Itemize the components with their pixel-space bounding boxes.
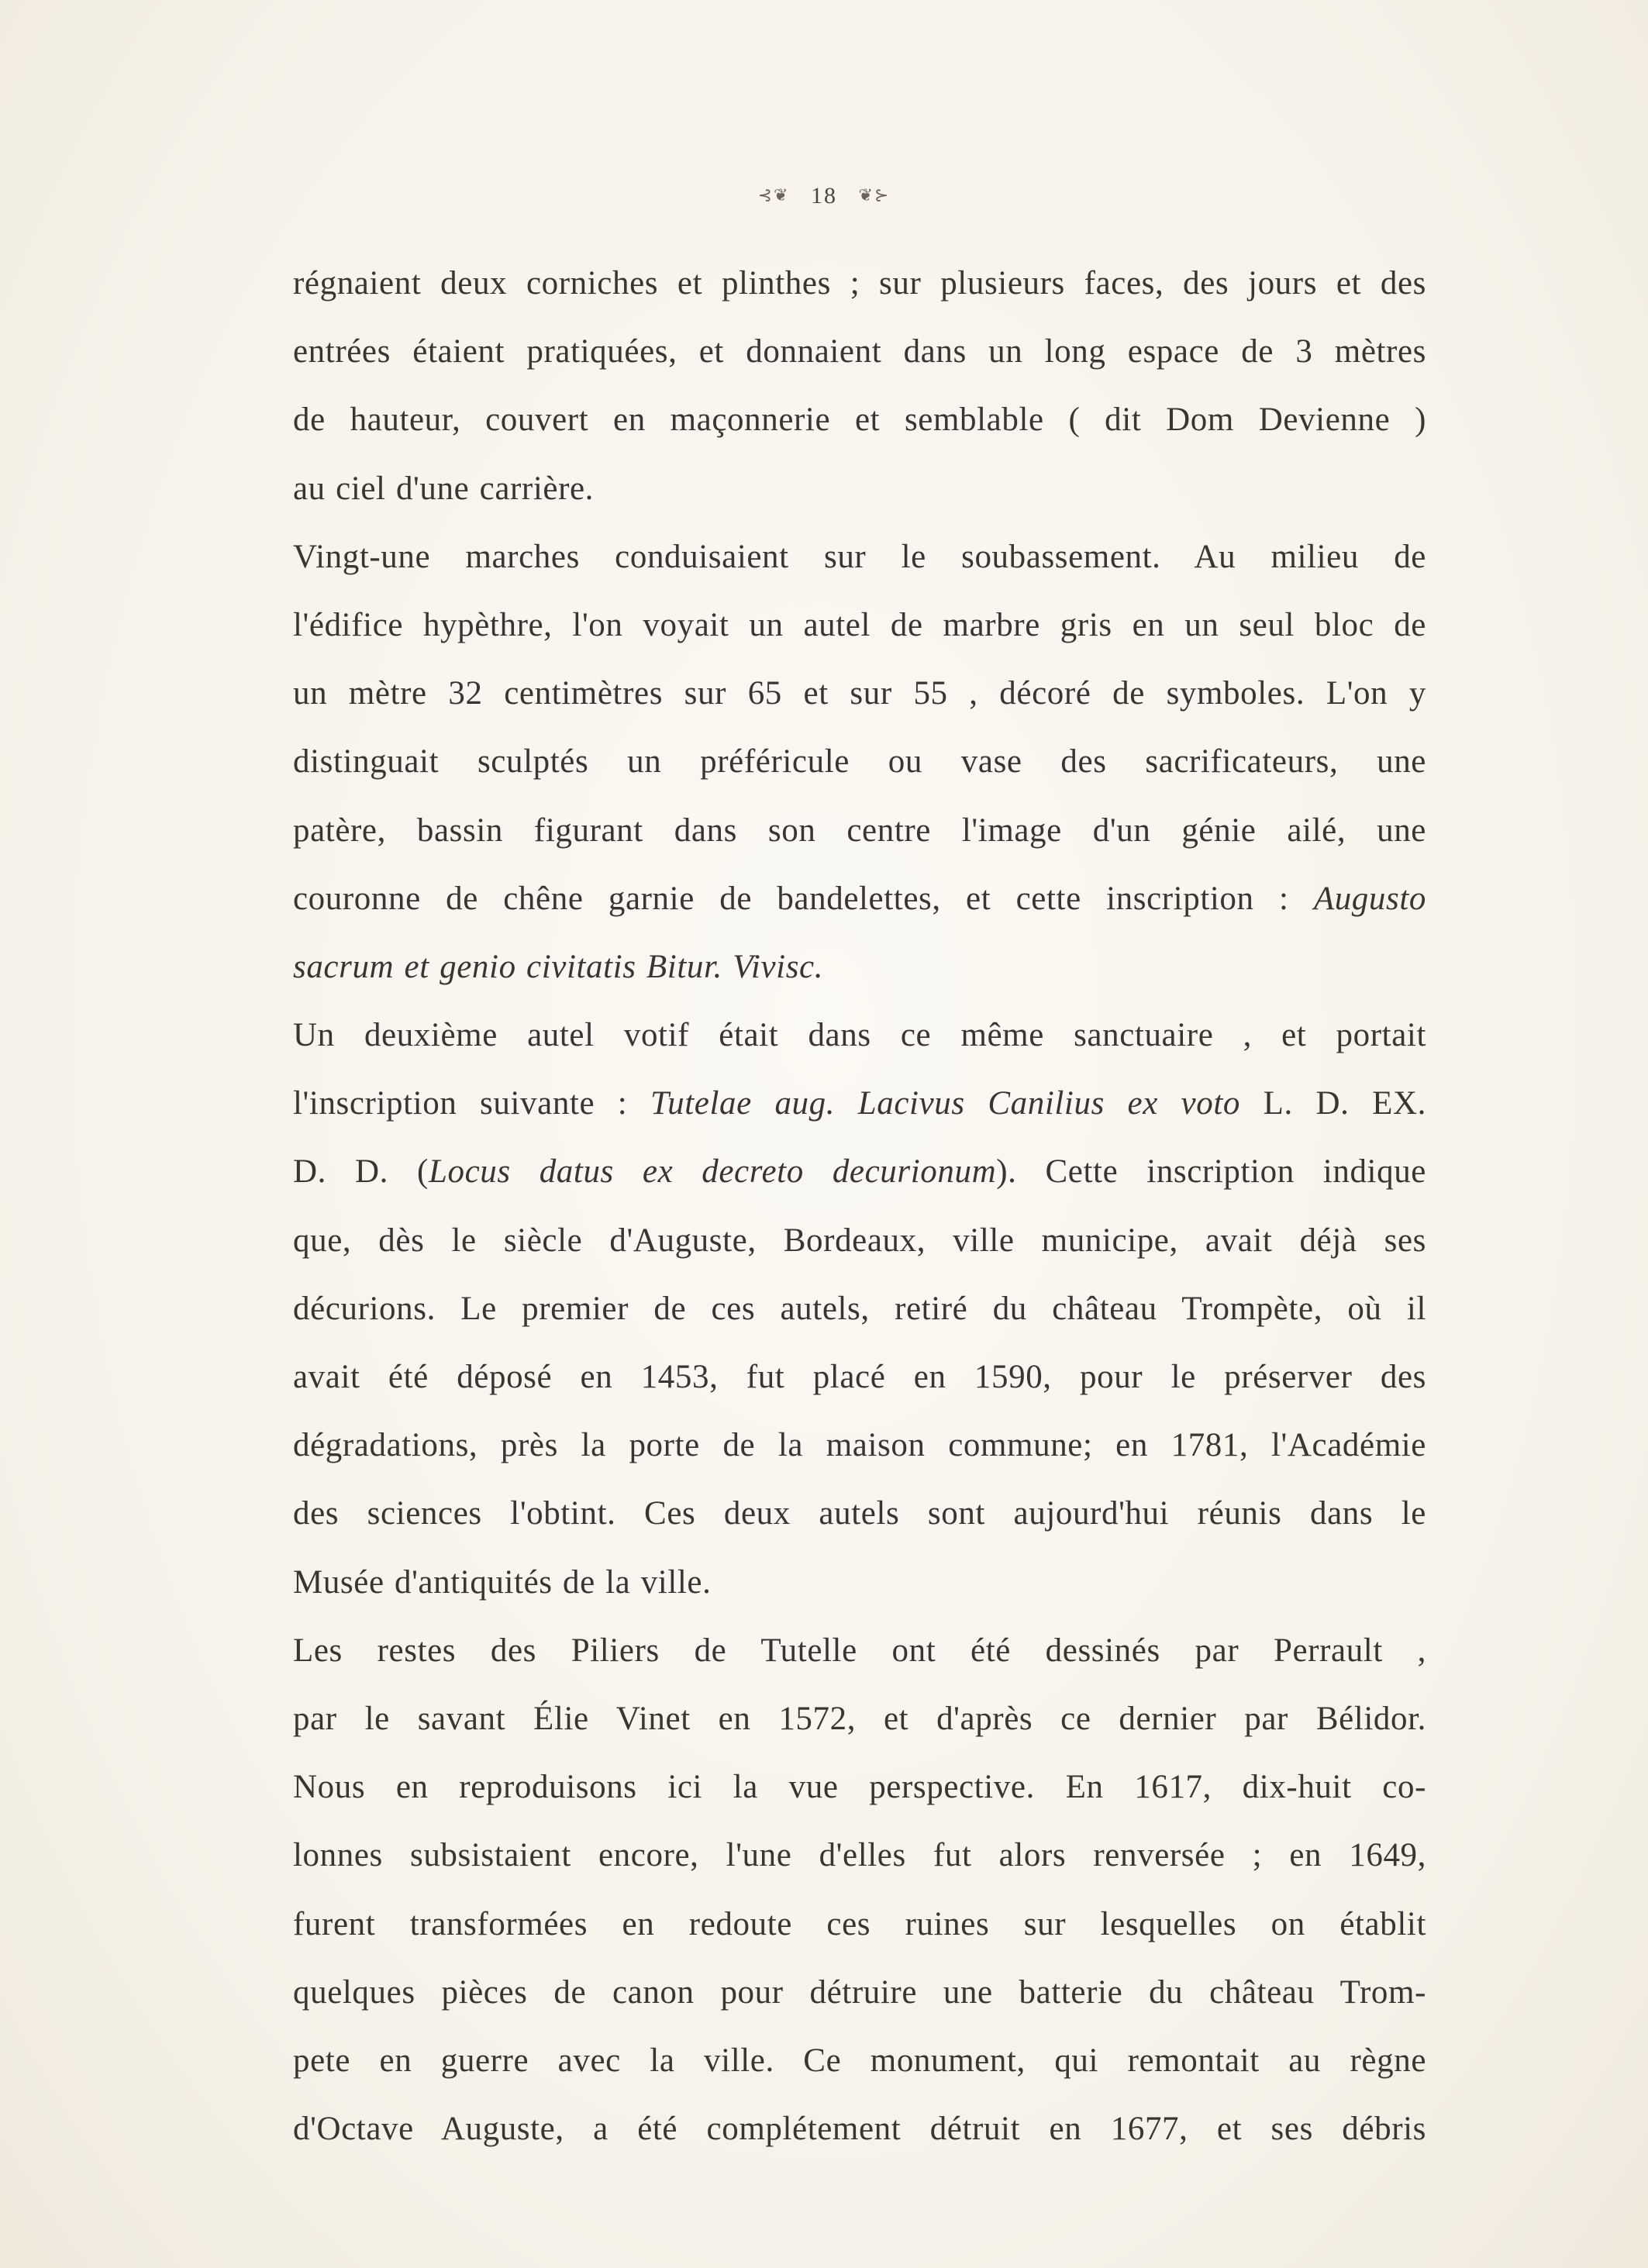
text-line xyxy=(293,523,1426,591)
text-run: quelques pièces de canon pour détruire une batterie du château Trom- xyxy=(293,1973,1426,2011)
text-run: des sciences l'obtint. Ces deux autels sont aujourd'hui réunis dans le xyxy=(293,1495,1426,1532)
text-run: D. D. ( xyxy=(293,1153,429,1191)
text-line xyxy=(293,1617,1426,1685)
ornament-right-icon: ❦⊱ xyxy=(858,185,891,205)
text-run: dégradations, près la porte de la maison commune; en 1781, l'Académie xyxy=(293,1427,1426,1464)
text-run: entrées étaient pratiquées, et donnaient dans un long espace de 3 mètres xyxy=(293,333,1426,371)
italic-run: Tutelae aug. Lacivus Canilius ex voto xyxy=(650,1085,1240,1122)
text-line xyxy=(293,728,1426,796)
italic-run: sacrum et genio civitatis Bitur. Vivisc. xyxy=(293,948,824,985)
text-run: au ciel d'une carrière. xyxy=(293,470,595,507)
text-line xyxy=(293,250,1426,318)
text-line xyxy=(293,1070,1426,1138)
text-line xyxy=(293,865,1426,933)
text-line xyxy=(293,1753,1426,1822)
text-run: l'inscription suivante : xyxy=(293,1085,650,1122)
text-run: L. D. EX. xyxy=(1240,1085,1427,1122)
text-line xyxy=(293,318,1426,386)
text-line xyxy=(293,660,1426,728)
text-run: Les restes des Piliers de Tutelle ont été dessinés par Perrault , xyxy=(293,1632,1426,1669)
text-run: par le savant Élie Vinet en 1572, et d'après ce dernier par Bélidor. xyxy=(293,1700,1426,1737)
text-line xyxy=(293,933,1426,1001)
text-run: que, dès le siècle d'Auguste, Bordeaux, ville municipe, avait déjà ses xyxy=(293,1222,1426,1259)
text-line xyxy=(293,1001,1426,1070)
text-run: ). Cette inscription indique xyxy=(996,1153,1426,1191)
text-line xyxy=(293,2027,1426,2095)
ornament-left-icon: ⊰❦ xyxy=(757,185,790,205)
text-run: Nous en reproduisons ici la vue perspective. En 1617, dix-huit co- xyxy=(293,1769,1426,1806)
text-line xyxy=(293,1275,1426,1343)
text-run: un mètre 32 centimètres sur 65 et sur 55 , décoré de symboles. L'on y xyxy=(293,675,1426,712)
text-run: distinguait sculptés un préféricule ou vase des sacrificateurs, une xyxy=(293,743,1426,781)
text-line xyxy=(293,1959,1426,2027)
text-line xyxy=(293,1822,1426,1890)
text-run: couronne de chêne garnie de bandelettes, et cette inscription : xyxy=(293,880,1314,917)
text-line xyxy=(293,1685,1426,1753)
text-line xyxy=(293,1480,1426,1548)
text-run: l'édifice hypèthre, l'on voyait un autel de marbre gris en un seul bloc de xyxy=(293,606,1426,643)
text-run: Vingt-une marches conduisaient sur le soubassement. Au milieu de xyxy=(293,538,1426,575)
text-run: Un deuxième autel votif était dans ce même sanctuaire , et portait xyxy=(293,1017,1426,1054)
text-line xyxy=(293,1891,1426,1959)
italic-run: Locus datus ex decreto decurionum xyxy=(428,1153,997,1191)
text-run: furent transformées en redoute ces ruines sur lesquelles on établit xyxy=(293,1905,1426,1942)
text-run: décurions. Le premier de ces autels, retiré du château Trompète, où il xyxy=(293,1290,1426,1327)
page-number: 18 xyxy=(811,183,837,209)
running-head xyxy=(0,183,1648,209)
text-run: de hauteur, couvert en maçonnerie et semblable ( dit Dom Devienne ) xyxy=(293,402,1426,439)
text-line xyxy=(293,1549,1426,1617)
text-line xyxy=(293,1207,1426,1275)
text-run: Musée d'antiquités de la ville. xyxy=(293,1563,712,1601)
text-line xyxy=(293,1411,1426,1480)
italic-run: Augusto xyxy=(1313,880,1426,917)
text-line xyxy=(293,386,1426,454)
text-run: pete en guerre avec la ville. Ce monument, qui remontait au règne xyxy=(293,2042,1426,2079)
text-line xyxy=(293,455,1426,523)
text-run: avait été déposé en 1453, fut placé en 1590, pour le préserver des xyxy=(293,1359,1426,1395)
text-run: patère, bassin figurant dans son centre l'image d'un génie ailé, une xyxy=(293,812,1426,849)
text-line xyxy=(293,797,1426,865)
text-run: régnaient deux corniches et plinthes ; sur plusieurs faces, des jours et des xyxy=(293,265,1426,302)
body-text xyxy=(293,250,1426,2163)
text-line xyxy=(293,1138,1426,1206)
text-line xyxy=(293,591,1426,660)
text-line xyxy=(293,1343,1426,1411)
text-run: lonnes subsistaient encore, l'une d'elles fut alors renversée ; en 1649, xyxy=(293,1837,1426,1874)
text-run: d'Octave Auguste, a été complétement détruit en 1677, et ses débris xyxy=(293,2111,1426,2148)
text-line xyxy=(293,2095,1426,2163)
